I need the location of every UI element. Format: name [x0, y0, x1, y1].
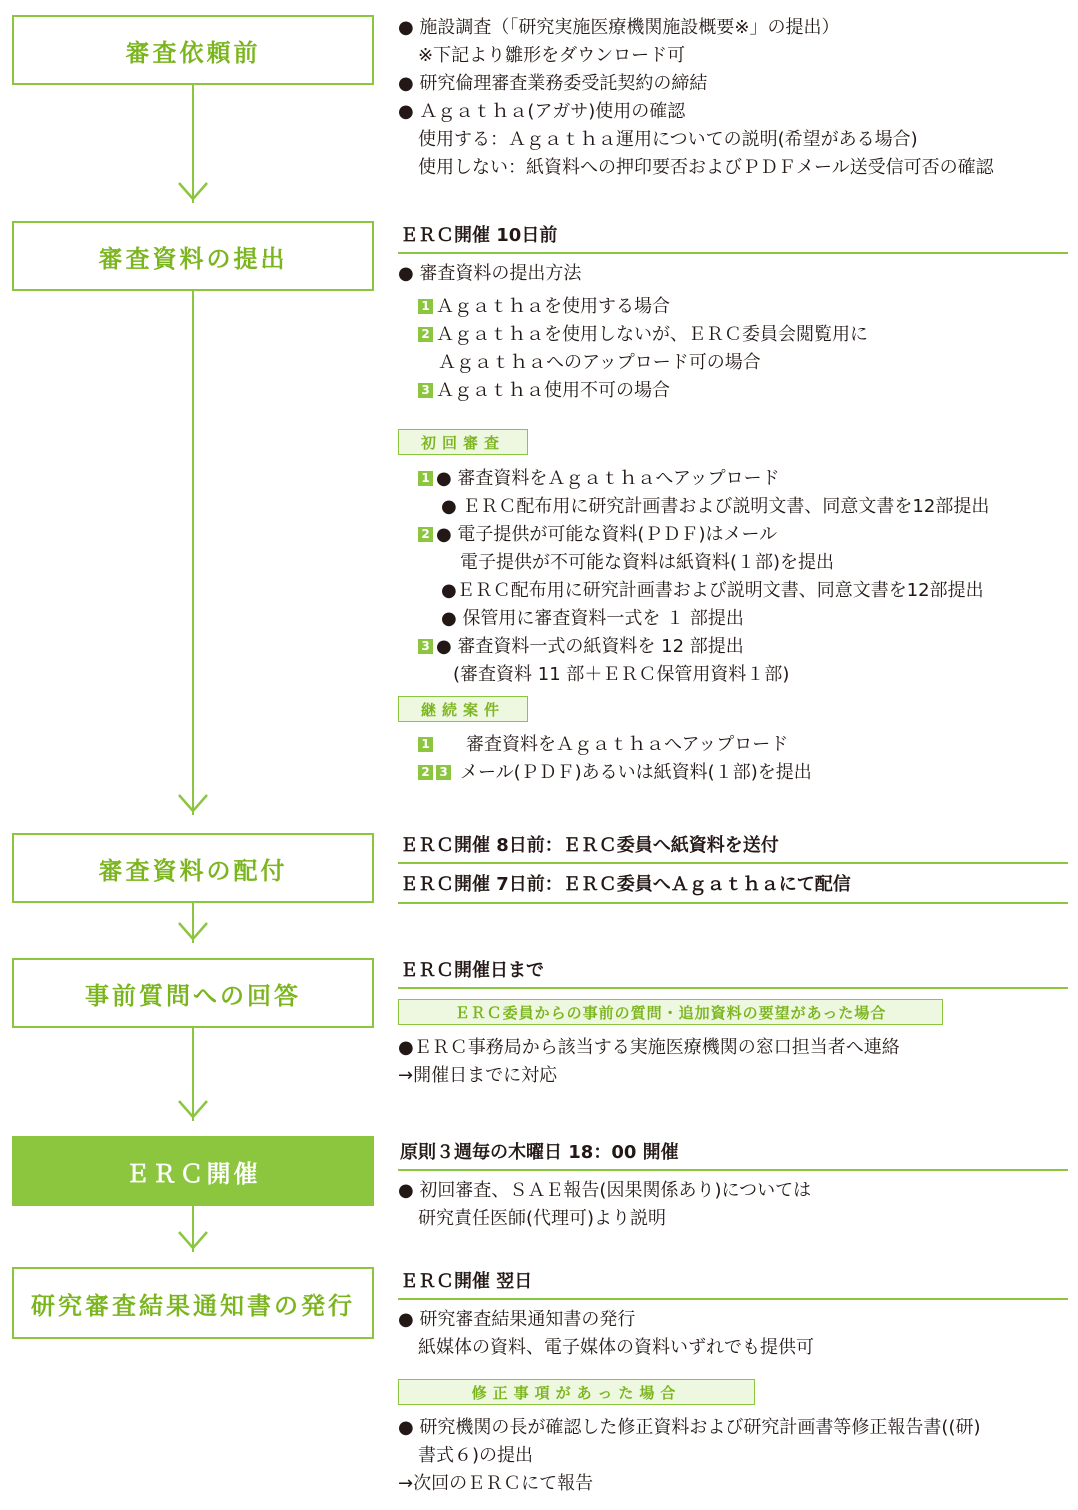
- tag-prior-questions: ＥＲＣ委員からの事前の質問・追加資料の要望があった場合: [398, 999, 943, 1025]
- step-label: 審査依頼前: [125, 38, 261, 67]
- s6-line: ● 研究機関の長が確認した修正資料および研究計画書等修正報告書((研): [398, 1417, 981, 1438]
- initial-line: ● ＥＲＣ配布用に研究計画書および説明文書、同意文書を12部提出: [441, 496, 990, 517]
- s6-line: ● 研究審査結果通知書の発行: [398, 1309, 636, 1330]
- number-badge: 2: [418, 527, 433, 542]
- s6-line: 書式６)の提出: [418, 1445, 534, 1466]
- s1-line: 使用しない：紙資料への押印要否およびＰＤＦメール送受信可否の確認: [418, 157, 994, 178]
- step-label: 事前質問への回答: [85, 981, 301, 1010]
- initial-item-2: 2 ● 電子提供が可能な資料(ＰＤＦ)はメール: [418, 522, 777, 548]
- initial-item-3: 3 ● 審査資料一式の紙資料を 12 部提出: [418, 634, 744, 660]
- method-item-3: 3 Ａｇａｔｈａ使用不可の場合: [418, 378, 670, 404]
- continuing-item-2-3: 2 3 メール(ＰＤＦ)あるいは紙資料(１部)を提出: [418, 760, 812, 786]
- initial-line: ●ＥＲＣ配布用に研究計画書および説明文書、同意文書を12部提出: [441, 580, 984, 601]
- step-box-answer-questions: [12, 958, 374, 1028]
- s3-line: ＥＲＣ開催 7日前：ＥＲＣ委員へＡｇａｔｈａにて配信: [400, 874, 851, 895]
- s3-line: ＥＲＣ開催 8日前：ＥＲＣ委員へ紙資料を送付: [400, 835, 779, 856]
- chevron-down-icon: [177, 792, 209, 816]
- s5-heading: 原則３週毎の木曜日 18：00 開催: [400, 1142, 679, 1163]
- number-badge: 2: [418, 327, 433, 342]
- tag-correction-needed: 修正事項があった場合: [398, 1379, 755, 1405]
- step-box-erc-meeting: [12, 1136, 374, 1206]
- number-badge: 1: [418, 299, 433, 314]
- s6-line: →次回のＥＲＣにて報告: [398, 1473, 594, 1494]
- chevron-down-icon: [177, 180, 209, 204]
- continuing-item-1: 1 審査資料をＡｇａｔｈａへアップロード: [418, 732, 788, 758]
- s1-line: ※下記より雛形をダウンロード可: [418, 45, 686, 66]
- s6-line: 紙媒体の資料、電子媒体の資料いずれでも提供可: [418, 1337, 814, 1358]
- divider: [398, 862, 1068, 864]
- number-badge: 3: [418, 639, 433, 654]
- step-box-distribute-documents: [12, 833, 374, 903]
- s5-line: ● 初回審査、ＳＡＥ報告(因果関係あり)については: [398, 1180, 812, 1201]
- chevron-down-icon: [177, 1098, 209, 1122]
- step-label: 審査資料の配付: [98, 856, 288, 885]
- chevron-down-icon: [177, 1229, 209, 1253]
- s5-line: 研究責任医師(代理可)より説明: [418, 1208, 667, 1229]
- s2-heading: ＥＲＣ開催 10日前: [400, 225, 558, 246]
- method-item-2: 2 Ａｇａｔｈａを使用しないが、ＥＲＣ委員会閲覧用に: [418, 322, 868, 348]
- tag-initial-review: 初回審査: [398, 429, 528, 455]
- method-item-2-cont: Ａｇａｔｈａへのアップロード可の場合: [438, 352, 761, 373]
- number-badge: 1: [418, 737, 433, 752]
- s6-heading: ＥＲＣ開催 翌日: [400, 1271, 533, 1292]
- s4-line: →開催日までに対応: [398, 1065, 558, 1086]
- s4-heading: ＥＲＣ開催日まで: [400, 960, 544, 981]
- connector-line: [192, 291, 194, 815]
- initial-item-1: 1 ● 審査資料をＡｇａｔｈａへアップロード: [418, 466, 780, 492]
- divider: [398, 902, 1068, 904]
- step-box-pre-request: [12, 15, 374, 85]
- divider: [398, 1169, 1068, 1171]
- number-badge: 3: [436, 765, 451, 780]
- divider: [398, 252, 1068, 254]
- s1-line: 使用する：Ａｇａｔｈａ運用についての説明(希望がある場合): [418, 129, 918, 150]
- number-badge: 1: [418, 471, 433, 486]
- step-label: 研究審査結果通知書の発行: [31, 1291, 355, 1320]
- s1-line: ● 研究倫理審査業務委受託契約の締結: [398, 73, 708, 94]
- s2-method: ● 審査資料の提出方法: [398, 263, 582, 284]
- number-badge: 2: [418, 765, 433, 780]
- step-box-issue-result-notice: [12, 1267, 374, 1339]
- number-badge: 3: [418, 383, 433, 398]
- method-item-1: 1 Ａｇａｔｈａを使用する場合: [418, 294, 670, 320]
- step-label: 審査資料の提出: [98, 244, 288, 273]
- initial-line: ● 保管用に審査資料一式を １ 部提出: [441, 608, 744, 629]
- chevron-down-icon: [177, 920, 209, 944]
- tag-continuing-case: 継続案件: [398, 696, 528, 722]
- initial-line: 電子提供が不可能な資料は紙資料(１部)を提出: [460, 552, 835, 573]
- divider: [398, 987, 1068, 989]
- initial-line: (審査資料 11 部＋ＥＲＣ保管用資料１部): [453, 664, 790, 685]
- s1-line: ● Ａｇａｔｈａ(アガサ)使用の確認: [398, 101, 686, 122]
- s4-line: ●ＥＲＣ事務局から該当する実施医療機関の窓口担当者へ連絡: [398, 1037, 900, 1058]
- step-label: ＥＲＣ開催: [125, 1159, 261, 1188]
- s1-line: ● 施設調査（「研究実施医療機関施設概要※」の提出）: [398, 17, 840, 38]
- step-box-submit-documents: [12, 221, 374, 291]
- divider: [398, 1298, 1068, 1300]
